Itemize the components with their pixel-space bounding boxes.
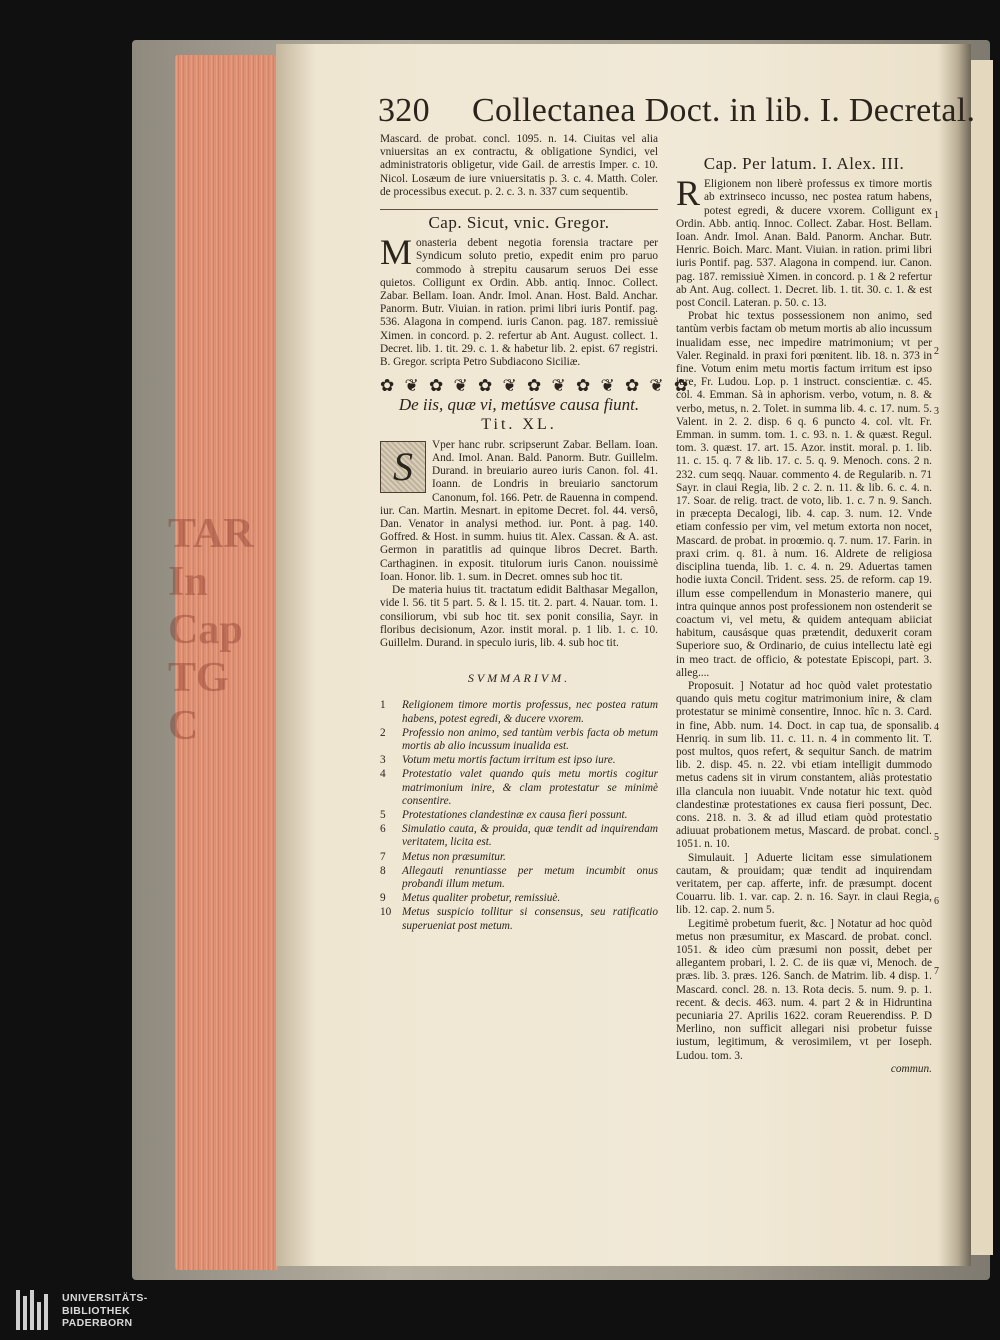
- right-paragraph-5: Legitimè probetum fuerit, &c. ] Notatur ad hoc quòd metus non præsumitur, ex Mascard. de probat. concl. 1051. & ideo cùm præsumi non possit, debet per allegantem probari, l. 2. C. de iis quæ vi, Menoch. de præs. lib. 3. præs. 126. Sanch. de Matrim. lib. 4 disp. 1. Mascard. concl. 28. n. 13. Rota decis. 5. num. 9. p. 1. recent. & decis. 463. num. 4. part 2 & in Hidruntina pecuniaria 27. Aprilis 1622. coram Reuerendiss. P. D Merlino, non sufficit allegari nisi probetur fuisse iustum, legitimum, & verosimilem, vt per Ioseph. Ludou. tom. 3.: [676, 917, 932, 1062]
- summary-heading: SVMMARIVM.: [467, 671, 571, 686]
- right-paragraph-4: Simulauit. ] Aduerte licitam esse simulationem cautam, & prouidam; quæ tendit ad inquirendam veritatem, per cap. afferte, infr. de præsumpt. docent Couarru. lib. 1. var. cap. 2. n. 16. Sayr. in claui Regia, lib. 12. cap. 2. num 5.: [676, 851, 932, 917]
- right-column: [676, 154, 932, 1076]
- summary-item: [380, 865, 658, 891]
- summary-number: 7: [380, 850, 386, 863]
- catchword: commun.: [890, 1062, 932, 1075]
- margin-number: 1: [934, 210, 939, 221]
- summary-item: [380, 754, 658, 767]
- chapter-paragraph: [380, 232, 658, 369]
- margin-number: 3: [934, 406, 939, 417]
- left-column: [380, 133, 692, 934]
- margin-number: 6: [934, 896, 939, 907]
- page-number: 320: [378, 92, 430, 129]
- summary-text: Religionem timore mortis professus, nec postea ratum habens, potest egredi, & ducere vxorem.: [402, 699, 658, 725]
- summary-number: 2: [380, 726, 386, 739]
- page-gutter: [938, 44, 971, 1266]
- summary-number: 4: [380, 768, 386, 781]
- summary-number: 3: [380, 754, 386, 767]
- title-text: Vper hanc rubr. scripserunt Zabar. Bellam. Ioan. And. Imol. Anan. Bald. Panorm. Butr. Guillelm. Durand. in breuiario aureo iuris Canon. fol. 41. Ioann. de Londris in breuiario sanctorum Canonum, fol. 166. Petr. de Rauenna in compend. iur. Can. Martin. Mesnart. in epitome Decret. fol. 44. versô, Dan. Venator in analysi method. iur. Pont. à pag. 140. Goffred. & Host. in summ. huius tit. Alex. Cassan. & A. ast. Germon in paratitlis ad quinque libros Decret. Barth. Carthaginen. in exposit. titulorum iuris Canon. nouissimè Ioan. Honor. lib. 1. sum. in Decret. omnes sub hoc tit.: [380, 438, 658, 583]
- summary-number: 1: [380, 699, 386, 712]
- right-paragraph-1: [676, 173, 932, 310]
- decorated-initial: S: [380, 441, 426, 493]
- margin-number: 7: [934, 966, 939, 977]
- section-divider: [380, 209, 658, 210]
- running-title: Collectanea Doct. in lib. I. Decretal.: [472, 92, 976, 129]
- summary-item: [380, 699, 658, 725]
- page-shadow: [276, 44, 316, 1266]
- margin-number: 4: [934, 722, 939, 733]
- logo-line-1: UNIVERSITÄTS-: [62, 1292, 148, 1304]
- title-paragraph-2: De materia huius tit. tractatum edidit Balthasar Megallon, vide l. 56. tit 5 part. 5. & l. 15. tit. 2. part. 4. Nauar. tom. 1. consiliorum, vbi sub hoc tit. sex ponit consilia, Sayr. in floribus decisionum, Azor. instit moral. p. 1 lib. 1. c. 10. Guillelm. Durand. in speculo iuris, lib. 4. sub hoc tit.: [380, 584, 658, 649]
- summary-number: 10: [380, 906, 392, 919]
- right-text-1: Eligionem non liberè professus ex timore mortis ab extrinseco incusso, nec postea ratum habens, potest egredi, & ducere vxorem. Colligunt ex Ordin. Abb. antiq. Innoc. Collect. Zabar. Host. Bellam. Ioan. Andr. Imol. Anan. Bald. Panorm. Anchar. Butr. Henric. Boich. Marc. Mant. Viuian. in ration. primi libri iuris Pontif. pag. 537. Alagona in compend. iur. Canon. pag. 187. remissiuè Ximen. in concord. p. 1 & 2 refertur ab Ant. Aug. collect. 1. Decret. lib. 1. tit. 30. c. 1. & est post Concil. Lateran. p. 50. c. 13.: [676, 178, 932, 310]
- title-heading: De iis, quæ vi, metúsve causa fiunt.: [398, 395, 640, 415]
- chapter-text: onasteria debent negotia forensia tractare per Syndicum soluto pretio, expedit enim pro paruo commodo à strepitu causarum seruos Dei esse quietos. Colligunt ex Ordin. Abb. antiq. Innoc. Collect. Zabar. Bellam. Ioan. Andr. Imol. Anan. Host. Bald. Anchar. Panorm. Butr. Viuian. in ration. primi libri iuris Pontif. pag. 536. Alagona in compend. iuris Canon. pag. 187. remissiuè Ximen. in concord. p. 2. refertur ab Ant. August. collect. 1. Decret. lib. 1. tit. 29. c. 1. & habetur lib. 2. epist. 67 registri. B. Gregor. scripta Petro Subdiacono Siciliæ.: [380, 237, 658, 369]
- logo-line-3: PADERBORN: [62, 1317, 133, 1329]
- library-logo-text: [62, 1292, 148, 1330]
- summary-text: Metus qualiter probetur, remissiuè.: [402, 892, 561, 905]
- summary-item: [380, 768, 658, 808]
- summary-item: [380, 906, 658, 932]
- title-number: Tit. XL.: [481, 415, 557, 433]
- summary-number: 5: [380, 808, 386, 821]
- title-paragraph: [380, 439, 658, 584]
- right-chapter-heading: Cap. Per latum. I. Alex. III.: [703, 154, 905, 173]
- summary-text: Allegauti renuntiasse per metum incumbit onus probandi illum metum.: [402, 864, 658, 890]
- summary-text: Professio non animo, sed tantùm verbis facta ob metum mortis ab alio incussum inualida est.: [402, 726, 658, 752]
- summary-text: Metus suspicio tollitur si consensus, seu ratificatio superueniat post metum.: [402, 906, 658, 932]
- ornament-band: ✿ ❦ ✿ ❦ ✿ ❦ ✿ ❦ ✿ ❦ ✿ ❦ ✿: [380, 376, 692, 396]
- summary-number: 6: [380, 823, 386, 836]
- summary-text: Simulatio cauta, & prouida, quæ tendit ad inquirendam veritatem, licita est.: [402, 823, 658, 849]
- bleed-through-text: TAR In Cap TG C: [168, 511, 254, 749]
- summary-list: [380, 699, 658, 932]
- right-drop-cap: R: [676, 173, 701, 214]
- margin-number: 5: [934, 832, 939, 843]
- logo-line-2: BIBLIOTHEK: [62, 1304, 131, 1317]
- page-header: [378, 92, 976, 132]
- right-paragraph-3: Proposuit. ] Notatur ad hoc quòd valet protestatio quando quis metu cogitur matrimonium inire, & clam protestatur se minimè consentire, Innoc. hîc n. 3. Card. in fine, Abb. num. 14. Doct. in cap tua, de sponsalib. Henriq. in sum lib. 11. c. 11. n. 4 in commento lit. T. post multos, quos refert, & sequitur Sanch. de matrim lib. 2. disp. 45. n. 22. vbi etiam intelligit dummodo metus cadens sit in virum constantem, aliàs protestatio illa clancula non iuuabit. Vnde notatur hic text. quòd clandestinæ protestationes ex causa fieri possunt, Dec. cons. 218. n. 3. & ad illud etiam quòd protestatio adiuuat probationem metus, Mascard. de probat. concl. 1051. n. 10.: [676, 679, 932, 851]
- summary-item: [380, 851, 658, 864]
- summary-item: [380, 823, 658, 849]
- summary-item: [380, 809, 658, 822]
- summary-number: 9: [380, 892, 386, 905]
- margin-number: 2: [934, 346, 939, 357]
- library-logo-icon: [14, 1288, 54, 1332]
- intro-paragraph: Mascard. de probat. concl. 1095. n. 14. Ciuitas vel alia vniuersitas an ex contractu, & obligatione Syndici, vel administratoris obligetur, vide Gail. de arrestis Imper. c. 10. Nicol. Losæum de iure vniuersitatis p. 3. c. 4. Matth. Coler. de processibus execut. p. 2. c. 3. n. 337 cum sequentib.: [380, 133, 658, 198]
- summary-item: [380, 892, 658, 905]
- chapter-heading: Cap. Sicut, vnic. Gregor.: [428, 213, 610, 233]
- right-paragraph-2: Probat hic textus possessionem non animo, sed tantùm verbis factam ob metum mortis ab alio incussum inualidam esse, nec impedire matrimonium; vt per Valer. Reginald. in praxi fori pœnitent. lib. 18. n. 373 in fine. Votum enim metu mortis factum irritum est ipso iure, Fr. Ludou. Lop. p. 1 instruct. conscientiæ. c. 45. col. 4. Emman. Sà in aphorism. verbo, votum, n. 8. & verbo, metus, n. 2. Tolet. in summa lib. 4. c. 17. num. 5. Valent. in 2. 2. disp. 6 q. 6 puncto 4. col. vlt. Fr. Emman. in summ. tom. 1. c. 93. n. 1. & quæst. Regul. tom. 3. quæst. 17. art. 15. Azor. instit. moral. p. 1. lib. 11. c. 15. q. 7 & lib. 17. c. 5. q. 9. Menoch. cons. 2 n. 232. cum seqq. Nauar. commento 4. de Regularib. n. 71 Sayr. in claui Regia, lib. 2 c. 2. n. 11. & lib. 6. c. 4. n. 17. Soar. de relig. tract. de voto, lib. 1. c. 7 n. 9. Sanch. in præcepta Decalogi, lib. 4. cap. 3. num. 12. Vnde etiam confessio per vim, vel metum extorta non nocet, Mascard. de probat. in proœmio. q. 7. num. 17. Farin. in praxi crim. q. 81. à num. 16. Aldrete de religiosa disciplina tuenda, lib. 1. c. 4. n. 29. Aduertas tamen hodie iuxta Concil. Trident. sess. 25. de reform. cap 19. illum esse compellendum in Monasterio manere, qui intra quinque annos post professionem non ostenderit se coactum vi, vel metu, & quidem antequam abiiciat habitum, causásque quas prætendit, deduxerit coram Superiore suo, & Ordinario, de cuius intellectu latè egi in meo tract. de officio, & potestate Episcopi, part. 3. alleg....: [676, 310, 932, 679]
- summary-text: Protestatio valet quando quis metu mortis cogitur matrimonium inire, & clam protestatur se minimè consentire.: [402, 768, 658, 807]
- summary-text: Metus non præsumitur.: [402, 850, 506, 863]
- next-page-edge: [971, 60, 993, 1255]
- drop-cap: M: [380, 232, 413, 273]
- summary-number: 8: [380, 864, 386, 877]
- summary-text: Protestationes clandestinæ ex causa fieri possunt.: [402, 808, 628, 821]
- summary-item: [380, 727, 658, 753]
- summary-text: Votum metu mortis factum irritum est ipso iure.: [402, 754, 616, 767]
